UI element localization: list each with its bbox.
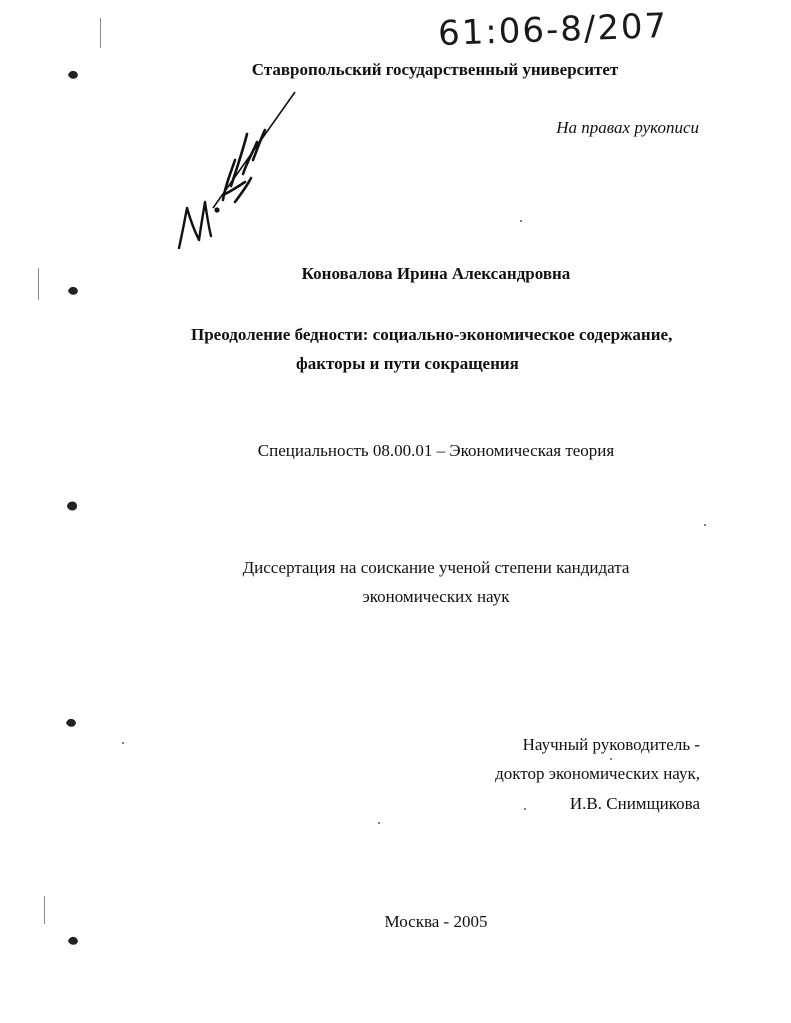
punch-hole-mark <box>64 498 80 514</box>
scan-artifact <box>704 524 706 526</box>
specialty: Специальность 08.00.01 – Экономическая теория <box>257 441 615 460</box>
handwritten-signature <box>165 90 305 260</box>
archive-stamp: 61:06-8/207 <box>437 5 669 55</box>
scan-artifact <box>122 742 124 744</box>
scan-artifact <box>520 220 522 222</box>
supervisor-degree: доктор экономических наук, <box>495 764 700 783</box>
dissertation-title-line1: Преодоление бедности: социально-экономическое содержание, <box>191 325 673 344</box>
dissertation-degree-line2: экономических наук <box>362 587 510 606</box>
scan-artifact <box>100 18 101 48</box>
dissertation-degree-line1: Диссертация на соискание ученой степени кандидата <box>242 558 630 577</box>
scan-artifact <box>610 758 612 760</box>
supervisor-name: И.В. Снимщикова <box>569 794 700 813</box>
punch-hole-mark <box>66 934 80 948</box>
university-name: Ставропольский государственный университет <box>251 60 619 79</box>
dissertation-title-line2: факторы и пути сокращения <box>296 354 519 373</box>
punch-hole-mark <box>64 716 78 730</box>
author-name: Коновалова Ирина Александровна <box>301 264 571 283</box>
city-year: Москва - 2005 <box>384 912 488 931</box>
scan-artifact <box>378 822 380 824</box>
manuscript-rights: На правах рукописи <box>556 118 699 137</box>
supervisor-role: Научный руководитель - <box>522 735 700 754</box>
punch-hole-mark <box>66 284 80 298</box>
